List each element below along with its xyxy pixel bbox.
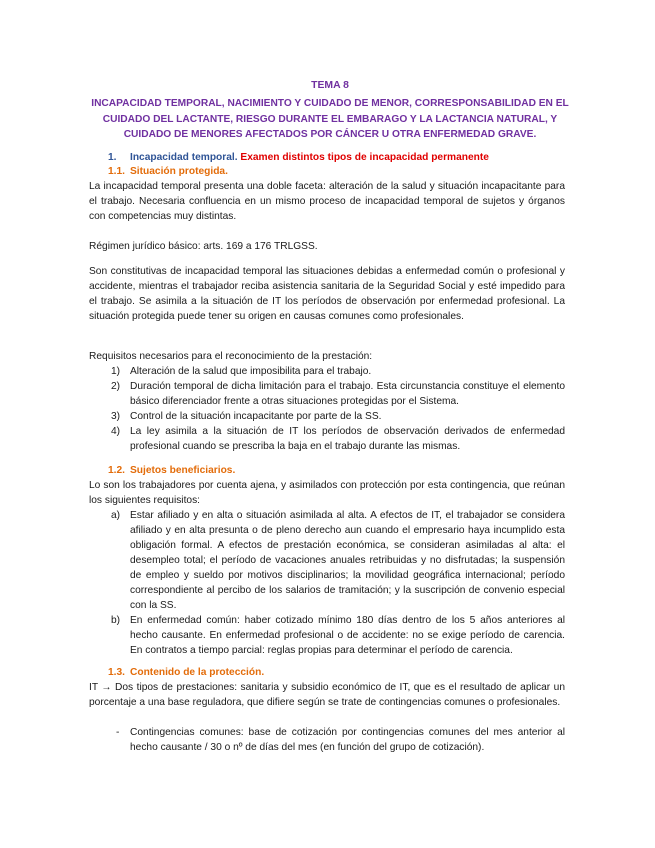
list-item: [108, 364, 565, 379]
list-item-text: Duración temporal de dicha limitación para el trabajo. Esta circunstancia constituye el elemento básico diferenciador frente a otras situaciones protegidas por el Sistema.: [130, 381, 565, 407]
list-item-text: Control de la situación incapacitante por parte de la SS.: [130, 411, 382, 422]
section-number: 1.3.: [108, 667, 125, 678]
paragraph: [89, 264, 565, 324]
section-number: 1.2.: [108, 465, 125, 476]
list-item-text: Contingencias comunes: base de cotización por contingencias comunes del mes anterior al hecho causante / 30 o nº de días del mes (en función del grupo de cotización).: [130, 727, 565, 753]
paragraph-text: Requisitos necesarios para el reconocimiento de la prestación:: [89, 351, 373, 362]
section-1-2-heading: [108, 463, 235, 478]
main-title-line: CUIDADO DE MENORES AFECTADOS POR CÁNCER U OTRA ENFERMEDAD GRAVE.: [123, 129, 537, 140]
list-item-text: La ley asimila a la situación de IT los períodos de observación derivados de enfermedad profesional cuando se prescriba la baja en el trabajo durante las mismas.: [130, 426, 565, 452]
list-item: [108, 409, 565, 424]
paragraph: [89, 680, 565, 710]
list-item-text: Estar afiliado y en alta o situación asimilada al alta. A efectos de IT, el trabajador se considera afiliado y en alta presunta o de pleno derecho aun cuando el empresario haya incumplido esta obligación formal. A efectos de prestación económica, se consideran asimiladas al alta: el desempleo total; el período de vacaciones anuales retribuidas y no disfrutadas; la suspensión de empleo y sueldo por motivos disciplinarios; la movilidad geográfica internacional; período correspondiente al percibo de los salarios de tramitación; y la suscripción de convenio especial con la SS.: [130, 510, 565, 611]
section-number: 1.1.: [108, 166, 125, 177]
paragraph-text: La incapacidad temporal presenta una doble faceta: alteración de la salud y situación incapacitante para el trabajo. Necesaria confluencia en un mismo proceso de incapacidad temporal de sujetos y órganos con competencias muy distintas.: [89, 181, 565, 222]
section-title: Incapacidad temporal.: [130, 152, 238, 163]
section-1-heading: [108, 150, 489, 165]
main-title-line: INCAPACIDAD TEMPORAL, NACIMIENTO Y CUIDADO DE MENOR, CORRESPONSABILIDAD EN EL: [91, 98, 569, 109]
list-marker: 2): [111, 381, 121, 392]
paragraph-text: Son constitutivas de incapacidad temporal las situaciones debidas a enfermedad común o profesional y accidente, mientras el trabajador reciba asistencia sanitaria de la Seguridad Social y esté impedido para el trabajo. Se asimila a la situación de IT los períodos de observación por enfermedad profesional. La situación protegida puede tener su origen en causas comunes como profesionales.: [89, 266, 565, 322]
requisitos-list: [108, 364, 565, 454]
list-marker: 4): [111, 426, 121, 437]
list-item-text: Alteración de la salud que imposibilita para el trabajo.: [130, 366, 372, 377]
list-marker: b): [111, 615, 121, 626]
list-item: [108, 613, 565, 658]
paragraph-text: Régimen jurídico básico: arts. 169 a 176 TRLGSS.: [89, 241, 318, 252]
section-1-1-heading: [108, 164, 228, 179]
list-marker: -: [116, 727, 120, 738]
list-marker: a): [111, 510, 121, 521]
list-item: [108, 379, 565, 409]
paragraph: [89, 349, 565, 364]
main-title: [80, 96, 580, 143]
list-item: [108, 725, 565, 755]
tema-heading: TEMA 8: [311, 80, 349, 91]
paragraph-text: Lo son los trabajadores por cuenta ajena, y asimilados con protección por esta contingencia, que reúnan los siguientes requisitos:: [89, 480, 565, 506]
title-block: [80, 78, 580, 143]
list-marker: 3): [111, 411, 121, 422]
main-title-line: CUIDADO DEL LACTANTE, RIESGO DURANTE EL EMBARAGO Y LA LACTANCIA NATURAL, Y: [102, 113, 558, 125]
list-marker: 1): [111, 366, 121, 377]
section-title: Situación protegida.: [130, 166, 228, 177]
section-number: 1.: [108, 152, 117, 163]
paragraph-text: IT → Dos tipos de prestaciones: sanitaria y subsidio económico de IT, que es el resultado de aplicar un porcentaje a una base reguladora, que difiere según se trate de contingencias comunes o profesionales.: [89, 682, 565, 708]
section-title: Sujetos beneficiarios.: [130, 465, 236, 476]
paragraph: [89, 239, 565, 254]
section-title: Contenido de la protección.: [130, 667, 265, 678]
beneficiarios-list: [108, 508, 565, 658]
list-item-text: En enfermedad común: haber cotizado mínimo 180 días dentro de los 5 años anteriores al hecho causante. En enfermedad profesional o de accidente: no se exige período de carencia. En contratos a tiempo parcial: reglas propias para determinar el período de carencia.: [130, 615, 565, 656]
paragraph: [89, 179, 565, 224]
paragraph: [89, 478, 565, 508]
exam-note: Examen distintos tipos de incapacidad permanente: [240, 152, 489, 163]
section-1-3-heading: [108, 665, 264, 680]
list-item: [108, 424, 565, 454]
list-item: [108, 508, 565, 613]
contenido-list: [108, 725, 565, 755]
